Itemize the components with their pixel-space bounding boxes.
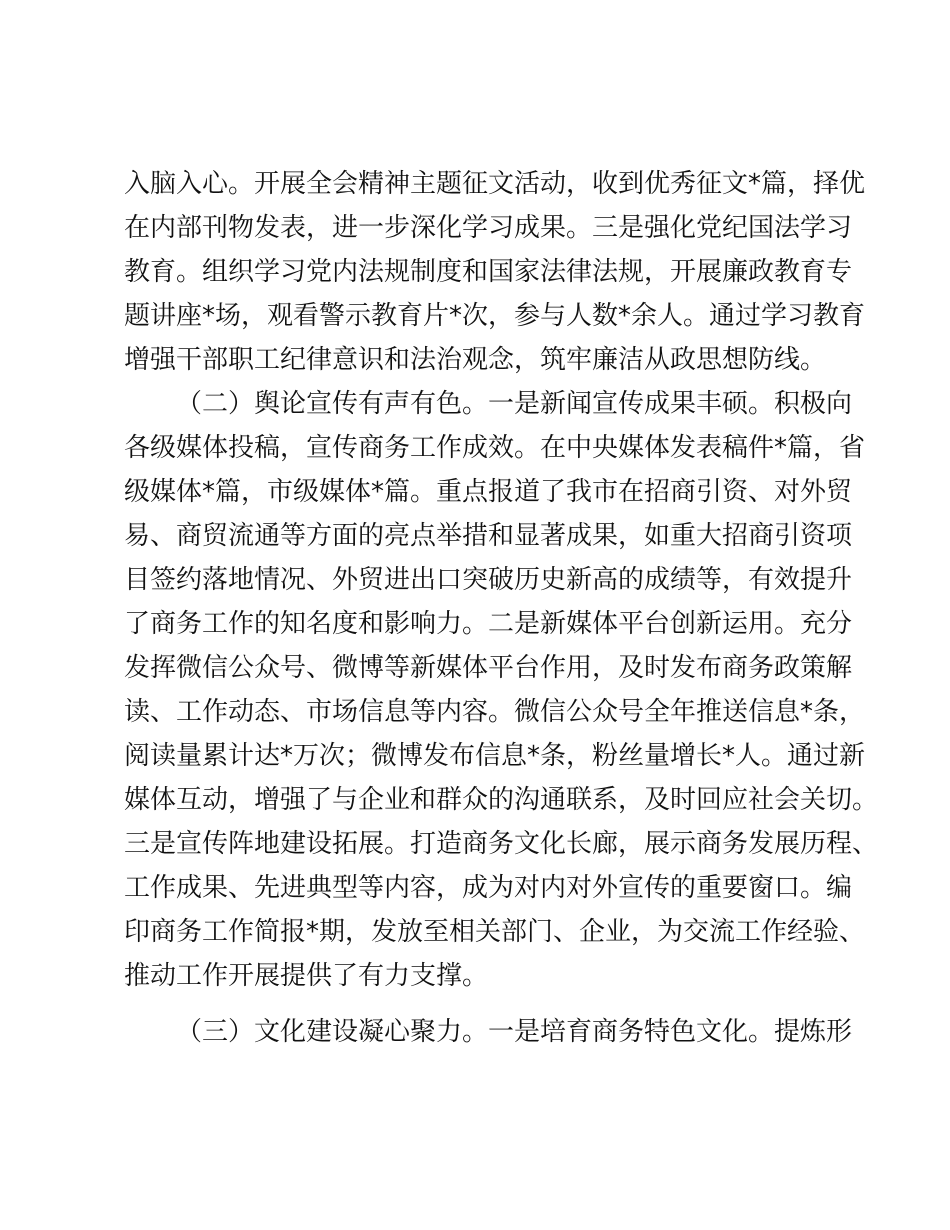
text-line: 读、工作动态、市场信息等内容。微信公众号全年推送信息*条， <box>124 697 866 727</box>
text-line: 媒体互动，增强了与企业和群众的沟通联系，及时回应社会关切。 <box>124 785 879 815</box>
text-line: 增强干部职工纪律意识和法治观念，筑牢廉洁从政思想防线。 <box>124 345 827 375</box>
text-line: 入脑入心。开展全会精神主题征文活动，收到优秀征文*篇，择优 <box>124 169 866 199</box>
text-line: 推动工作开展提供了有力支撑。 <box>124 961 489 991</box>
text-line: 题讲座*场，观看警示教育片*次，参与人数*余人。通过学习教育 <box>124 301 866 331</box>
text-line: 印商务工作简报*期，发放至相关部门、企业，为交流工作经验、 <box>124 917 866 947</box>
text-line: 阅读量累计达*万次；微博发布信息*条，粉丝量增长*人。通过新 <box>124 741 866 771</box>
text-line: 目签约落地情况、外贸进出口突破历史新高的成绩等，有效提升 <box>124 565 853 595</box>
section-heading-line: （三）文化建设凝心聚力。一是培育商务特色文化。提炼形 <box>176 1017 853 1047</box>
text-line: 在内部刊物发表，进一步深化学习成果。三是强化党纪国法学习 <box>124 213 853 243</box>
text-line: 易、商贸流通等方面的亮点举措和显著成果，如重大招商引资项 <box>124 521 853 551</box>
text-line: 各级媒体投稿，宣传商务工作成效。在中央媒体发表稿件*篇，省 <box>124 433 866 463</box>
text-line: 发挥微信公众号、微博等新媒体平台作用，及时发布商务政策解 <box>124 653 853 683</box>
text-line: 工作成果、先进典型等内容，成为对内对外宣传的重要窗口。编 <box>124 873 853 903</box>
text-line: 了商务工作的知名度和影响力。二是新媒体平台创新运用。充分 <box>124 609 853 639</box>
text-line: 三是宣传阵地建设拓展。打造商务文化长廊，展示商务发展历程、 <box>124 829 879 859</box>
text-line: 教育。组织学习党内法规制度和国家法律法规，开展廉政教育专 <box>124 257 853 287</box>
section-heading-line: （二）舆论宣传有声有色。一是新闻宣传成果丰硕。积极向 <box>176 389 853 419</box>
text-line: 级媒体*篇，市级媒体*篇。重点报道了我市在招商引资、对外贸 <box>124 477 853 507</box>
